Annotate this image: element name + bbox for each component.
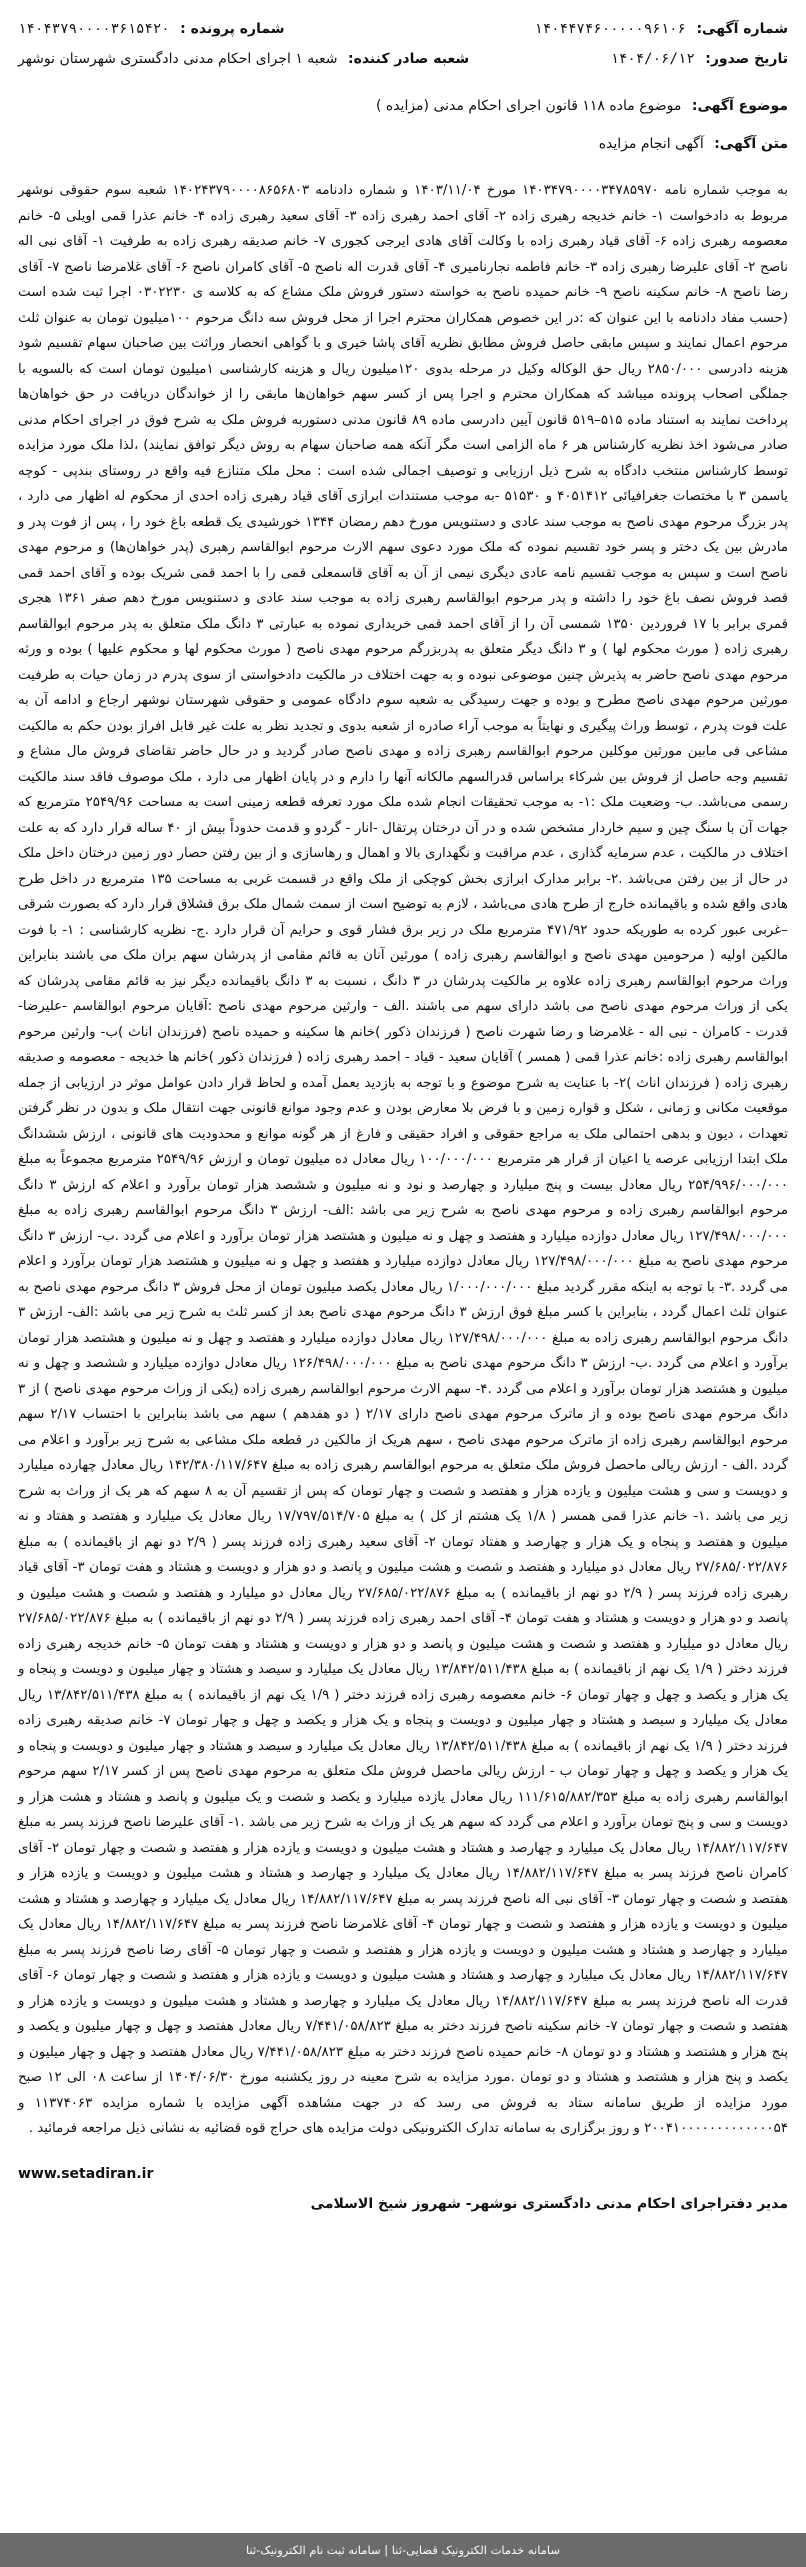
header-row-2 [18,44,788,74]
issuing-branch-label: شعبه صادر کننده: [347,51,470,67]
record-number-value: ۱۴۰۴۳۷۹۰۰۰۰۳۶۱۵۴۲۰ [18,21,170,37]
ad-number-label: شماره آگهی: [696,21,788,37]
issuing-branch [18,44,469,74]
notice-paragraph: به موجب شماره نامه ۱۴۰۳۴۷۹۰۰۰۰۳۴۷۸۵۹۷۰ مورخ ۱۴۰۳/۱۱/۰۴ و شماره دادنامه ۱۴۰۲۴۳۷۹۰۰۰۰۸۶۵۶۸۰۳ شعبه سوم حقوقی نوشهر مربوط به دادخواست ۱- خانم خدیجه رهبری زاده ۲- آقای احمد رهبری زاده ۳- آقای سعید رهبری زاده ۴- خانم عذرا قمی اویلی ۵- خانم معصومه رهبری زاده ۶- آقای قیاد رهبری زاده با وکالت آقای هادی ایرجی کجوری ۷- خانم صدیقه رهبری زاده به طرفیت ۱- آقای نبی اله ناصح ۲- آقای علیرضا رهبری زاده ۳- خانم فاطمه نجارنامیری ۴- آقای قدرت اله ناصح ۵- آقای کامران ناصح ۶- آقای غلامرضا ناصح ۷- آقای رضا ناصح ۸- خانم سکینه ناصح ۹- خانم حمیده ناصح به خواسته دستور فروش ملک مشاع که به کلاسه ی ۰۳۰۲۲۳۰ اجرا ثبت شده است (حسب مفاد دادنامه با این عنوان که :در این خصوص همکاران محترم اجرا از محل فروش سه دانگ مرحوم ۱۰۰میلیون تومان به عنوان ثلث مرحوم اعمال نمایند و سپس مابقی حاصل فروش مطابق نظریه آقای پاشا خیری و با گواهی انحصار وراثت بین صاحبان سهام تقسیم شود هزینه دادرسی ۲۸۵۰/۰۰۰ ریال حق الوکاله وکیل در مرحله بدوی ۱۲۰میلیون ریال و هزینه کارشناسی ۱میلیون تومان است که بالسویه با جملگی اصحاب پرونده میباشد که همکاران محترم و اجرا پس از کسر سهم خواهان‌ها مابقی را از خواندگان دریافت در حق خواهان‌ها پرداخت نمایند به استناد ماده ۵۱۵–۵۱۹ قانون آیین دادرسی ماده ۸۹ قانون مدنی دستوربه فروش ملک به شرح فوق در اجرای احکام مدنی صادر می‌شود اخذ نظریه کارشناس هر ۶ ماه الزامی است مگر آنکه همه صاحبان سهام به روش دیگر توافق نمایند) ،لذا ملک مورد مزایده توسط کارشناس منتخب دادگاه به شرح ذیل ارزیابی و توصیف اجمالی شده است : محل ملک متنازع فیه واقع در روستای بندپی - کوچه یاسمن ۳ با مختصات جغرافیائی ۴۰۵۱۴۱۲ و ۵۱۵۳۰ -به موجب مستندات ابرازی آقای قیاد رهبری زاده احدی از محکوم له اظهار می دارد ، پدر بزرگ مرحوم مهدی ناصح به موجب سند عادی و دستنویس مورخ دهم رمضان ۱۳۴۴ خورشیدی یک قطعه باغ خود را ، پس از فوت پدر و مادرش بین یک دختر و پسر خود تقسیم نموده که ملک مورد دعوی سهم الارث مرحوم ابوالقاسم رهبری (پدر خواهان‌ها) و مرحوم مهدی ناصح است و سپس به موجب تقسیم نامه عادی دیگری نیمی از آن به آقای قاسمعلی قمی را با احمد قمی شریک بوده و آقای احمد قمی قصد فروش نصف باغ خود را داشته و پدر مرحوم ابوالقاسم رهبری زاده به موجب سند عادی و دستنویس مورخ دهم صفر ۱۳۶۱ هجری قمری برابر با ۱۷ فروردین ۱۳۵۰ شمسی آن را از آقای احمد قمی خریداری نموده به عبارتی ۳ دانگ ملک متعلق به پدر مرحوم ابوالقاسم رهبری زاده ( مورث محکوم لها ) و ۳ دانگ دیگر متعلق به پدربزرگم مرحوم مهدی ناصح ( مورث محکوم لها و محکوم علیها ) بوده و ورثه مرحوم مهدی ناصح حاضر به پذیرش چنین موضوعی نبوده و به جهت اختلاف در مالکیت دادخواستی از سوی پدرم در زمان حیات به طرفیت مورثین مرحوم مهدی ناصح مطرح و بوده و جهت رسیدگی به شعبه سوم دادگاه عمومی و حقوقی شهرستان نوشهر ارجاع و ادامه آن به علت فوت پدرم ، توسط وراث پیگیری و نهایتاً به موجب آراء صادره از شعبه بدوی و تجدید نظر به علت غیر قابل افراز بودن حکم به مالکیت مشاعی فی مابین مورثین موکلین مرحوم ابوالقاسم رهبری زاده و مهدی ناصح صادر گردید و در حال حاضر تقاضای فروش مال مشاع و تقسیم وجه حاصل از فروش بین شرکاء براساس قدرالسهم مالکانه آنها را دارم و در پایان اظهار می دارد ، ملک موصوف فاقد سند مالکیت رسمی می‌باشد. ب- وضعیت ملک :۱- به موجب تحقیقات انجام شده ملک مورد تعرفه قطعه زمینی است به مساحت ۲۵۴۹/۹۶ مترمربع که جهات آن با سنگ چین و سیم خاردار مشخص شده و در آن درختان پرتقال -انار - گردو و قدمت حدوداً بیش از ۴۰ ساله قرار دارد که به علت اختلاف در مالکیت ، عدم سرمایه گذاری ، عدم مراقبت و نگهداری بالا و اهمال و رهاسازی و از بین رفتن حصار دور زمین درختان داخل ملک در حال از بین رفتن می‌باشد .۲- برابر مدارک ابرازی بخش کوچکی از ملک واقع در قسمت غربی به مساحت ۱۳۵ مترمربع در داخل طرح هادی واقع شده و باقیمانده خارج از طرح هادی می‌باشد ، لازم به توضیح است از سمت شمال ملک برق قشلاق قرار دارد که بصورت شرقی –غربی عبور کرده به طوریکه حدود ۴۷۱/۹۲ مترمربع ملک در زیر برق فشار قوی و حرایم آن قرار دارد .ج- نظریه کارشناسی : ۱- با فوت مالکین اولیه ( مرحومین مهدی ناصح و ابوالقاسم رهبری زاده ) مورثین آنان به قائم مقامی از پدرشان سهم بران ملک می باشند بنابراین وراث مرحوم ابوالقاسم رهبری زاده علاوه بر مالکیت پدرشان در ۳ دانگ ، نسبت به ۳ دانگ باقیمانده دیگر نیز به قائم مقامی پدرشان که یکی از وراث مرحوم مهدی ناصح می باشد دارای سهم می باشند .الف - وارثین مرحوم مهدی ناصح :آقایان مرحوم ابوالقاسم -علیرضا- قدرت - کامران - نبی اله - غلامرضا و رضا شهرت ناصح ( فرزندان ذکور )خانم ها سکینه و حمیده ناصح (فرزندان اناث )ب- وارثین مرحوم ابوالقاسم رهبری زاده :خانم عذرا قمی ( همسر ) آقایان سعید - قیاد - احمد رهبری زاده ( فرزندان ذکور )خانم ها خدیجه - معصومه و صدیقه رهبری زاده ( فرزندان اناث )۲- با عنایت به شرح موضوع و با توجه به بازدید بعمل آمده و لحاظ قرار دادن عوامل موثر در ارزیابی از جمله موقعیت مکانی و زمانی ، شکل و قواره زمین و با فرض بلا معارض بودن و عدم وجود موانع قانونی جهت انتقال ملک و بدون در نظر گرفتن تعهدات ، دیون و بدهی احتمالی ملک به مراجع حقوقی و افراد حقیقی و فارغ از هر گونه موانع و محدودیت های قانونی ، ارزش ششدانگ ملک ابتدا ارزیابی عرصه یا اعیان از قرار هر مترمربع ۱۰۰/۰۰۰/۰۰۰ ریال معادل ده میلیون تومان و ارزش ۲۵۴۹/۹۶ مترمربع مجموعاً به مبلغ ۲۵۴/۹۹۶/۰۰۰/۰۰۰ ریال معادل بیست و پنج میلیارد و چهارصد و نود و نه میلیون و ششصد هزار تومان برآورد و اعلام که ارزش ۳ دانگ مرحوم ابوالقاسم رهبری زاده و مرحوم مهدی ناصح به شرح زیر می باشد :الف- ارزش ۳ دانگ مرحوم ابوالقاسم رهبری زاده به مبلغ ۱۲۷/۴۹۸/۰۰۰/۰۰۰ ریال معادل دوازده میلیارد و هفتصد و چهل و نه میلیون و هشتصد هزار تومان برآورد و اعلام می گردد .ب- ارزش ۳ دانگ مرحوم مهدی ناصح به مبلغ ۱۲۷/۴۹۸/۰۰۰/۰۰۰ ریال معادل دوازده میلیارد و هفتصد و چهل و نه میلیون و هشتصد هزار تومان برآورد و اعلام می گردد .۳- با توجه به اینکه مقرر گردید مبلغ ۱/۰۰۰/۰۰۰/۰۰۰ ریال معادل یکصد میلیون تومان از محل فروش ۳ دانگ مرحوم مهدی ناصح به عنوان ثلث اعمال گردد ، بنابراین با کسر مبلغ فوق ارزش ۳ دانگ مرحوم مهدی ناصح بعد از کسر ثلث به شرح زیر می باشد :الف- ارزش ۳ دانگ مرحوم ابوالقاسم رهبری زاده به مبلغ ۱۲۷/۴۹۸/۰۰۰/۰۰۰ ریال معادل دوازده میلیارد و هفتصد و چهل و نه میلیون و هشتصد هزار تومان برآورد و اعلام می گردد .ب- ارزش ۳ دانگ مرحوم مهدی ناصح به مبلغ ۱۲۶/۴۹۸/۰۰۰/۰۰۰ ریال معادل دوازده میلیارد و ششصد و چهل و نه میلیون و هشتصد هزار تومان برآورد و اعلام می گردد .۴- سهم الارث مرحوم ابوالقاسم رهبری زاده (یکی از وراث مرحوم مهدی ناصح ) از ۳ دانگ مرحوم مهدی ناصح بوده و از ماترک مرحوم مهدی ناصح دارای ۲/۱۷ ( دو هفدهم ) سهم می باشد بنابراین با احتساب ۲/۱۷ سهم مرحوم ابوالقاسم رهبری زاده از ماترک مرحوم مهدی ناصح ، سهم هریک از مالکین در قطعه ملک مشاعی به شرح زیر برآورد و اعلام می گردد .الف - ارزش ریالی ماحصل فروش ملک متعلق به مرحوم ابوالقاسم رهبری زاده به مبلغ ۱۴۲/۳۸۰/۱۱۷/۶۴۷ ریال معادل چهارده میلیارد و دویست و سی و هشت میلیون و یازده هزار و هفتصد و شصت و چهار تومان که پس از تقسیم آن به ۸ سهم که هر یک از وراث به شرح زیر می باشد .۱- خانم عذرا قمی همسر ( ۱/۸ یک هشتم از کل ) به مبلغ ۱۷/۷۹۷/۵۱۴/۷۰۵ ریال معادل یک میلیارد و هفتصد و هفتاد و نه میلیون و هفتصد و پنجاه و یک هزار و چهارصد و هفتاد تومان ۲- آقای سعید رهبری زاده فرزند پسر ( ۲/۹ دو نهم از باقیمانده ) به مبلغ ۲۷/۶۸۵/۰۲۲/۸۷۶ ریال معادل دو میلیارد و هفتصد و شصت و هشت میلیون و پانصد و دو هزار و دویست و هشتاد و هفت تومان ۳- آقای قیاد رهبری زاده فرزند پسر ( ۲/۹ دو نهم از باقیمانده ) به مبلغ ۲۷/۶۸۵/۰۲۲/۸۷۶ ریال معادل دو میلیارد و هفتصد و شصت و هشت میلیون و پانصد و دو هزار و دویست و هشتاد و هفت تومان ۴- آقای احمد رهبری زاده فرزند پسر ( ۲/۹ دو نهم از باقیمانده ) به مبلغ ۲۷/۶۸۵/۰۲۲/۸۷۶ ریال معادل دو میلیارد و هفتصد و شصت و هشت میلیون و پانصد و دو هزار و دویست و هشتاد و هفت تومان ۵- خانم خدیجه رهبری زاده فرزند دختر ( ۱/۹ یک نهم از باقیمانده ) به مبلغ ۱۳/۸۴۲/۵۱۱/۴۳۸ ریال معادل یک میلیارد و سیصد و هشتاد و چهار میلیون و دویست و پنجاه و یک هزار و یکصد و چهل و چهار تومان ۶- خانم معصومه رهبری زاده فرزند دختر ( ۱/۹ یک نهم از باقیمانده ) به مبلغ ۱۳/۸۴۲/۵۱۱/۴۳۸ ریال معادل یک میلیارد و سیصد و هشتاد و چهار میلیون و دویست و پنجاه و یک هزار و یکصد و چهل و چهار تومان ۷- خانم صدیقه رهبری زاده فرزند دختر ( ۱/۹ یک نهم از باقیمانده ) به مبلغ ۱۳/۸۴۲/۵۱۱/۴۳۸ ریال معادل یک میلیارد و سیصد و هشتاد و چهار میلیون و دویست و پنجاه و یک هزار و یکصد و چهل و چهار تومان ب - ارزش ریالی ماحصل فروش ملک متعلق به مرحوم مهدی ناصح پس از کسر ۲/۱۷ سهم مرحوم ابوالقاسم رهبری زاده به مبلغ ۱۱۱/۶۱۵/۸۸۲/۳۵۳ ریال معادل یازده میلیارد و یکصد و شصت و یک میلیون و پانصد و هشتاد و هشت هزار و دویست و سی و پنج تومان برآورد و اعلام می گردد که سهم هر یک از وراث به شرح زیر می باشد .۱- آقای علیرضا ناصح فرزند پسر به مبلغ ۱۴/۸۸۲/۱۱۷/۶۴۷ ریال معادل یک میلیارد و چهارصد و هشتاد و هشت میلیون و دویست و یازده هزار و هفتصد و شصت و چهار تومان ۲- آقای کامران ناصح فرزند پسر به مبلغ ۱۴/۸۸۲/۱۱۷/۶۴۷ ریال معادل یک میلیارد و چهارصد و هشتاد و هشت میلیون و دویست و یازده هزار و هفتصد و شصت و چهار تومان ۳- آقای نبی اله ناصح فرزند پسر به مبلغ ۱۴/۸۸۲/۱۱۷/۶۴۷ ریال معادل یک میلیارد و چهارصد و هشتاد و هشت میلیون و دویست و یازده هزار و هفتصد و شصت و چهار تومان ۴- آقای غلامرضا ناصح فرزند پسر به مبلغ ۱۴/۸۸۲/۱۱۷/۶۴۷ ریال معادل یک میلیارد و چهارصد و هشتاد و هشت میلیون و دویست و یازده هزار و هفتصد و شصت و چهار تومان ۵- آقای رضا ناصح فرزند پسر به مبلغ ۱۴/۸۸۲/۱۱۷/۶۴۷ ریال معادل یک میلیارد و چهارصد و هشتاد و هشت میلیون و دویست و یازده هزار و هفتصد و شصت و چهار تومان ۶- آقای قدرت اله ناصح فرزند پسر به مبلغ ۱۴/۸۸۲/۱۱۷/۶۴۷ ریال معادل یک میلیارد و چهارصد و هشتاد و هشت میلیون و دویست و یازده هزار و هفتصد و شصت و چهار تومان ۷- خانم سکینه ناصح فرزند دختر به مبلغ ۷/۴۴۱/۰۵۸/۸۲۳ ریال معادل هفتصد و چهل و چهار میلیون و یکصد و پنج هزار و هشتصد و هشتاد و دو تومان ۸- خانم حمیده ناصح فرزند دختر به مبلغ ۷/۴۴۱/۰۵۸/۸۲۳ ریال معادل هفتصد و چهل و چهار میلیون و یکصد و پنج هزار و هشتصد و هشتاد و دو تومان .مورد مزایده به شرح معینه در روز یکشنبه مورخ ۱۴۰۴/۰۶/۳۰ از ساعت ۰۸ الی ۱۲ صبح مورد مزایده از طریق سامانه ستاد به فروش می رسد که در جهت مشاهده آگهی مزایده با شماره مزایده ۱۱۳۷۴۰۶۳ و ۲۰۰۴۱۰۰۰۰۰۰۰۰۰۰۰۰۰۵۴ و روز برگزاری به سامانه تدارک الکترونیکی دولت مزایده های حراج قوه قضائیه به نشانی ذیل مراجعه فرمائید . [18,183,789,2136]
site-link[interactable]: www.setadiran.ir [18,2165,154,2182]
issuing-branch-value: شعبه ۱ اجرای احکام مدنی دادگستری شهرستان نوشهر [18,51,338,67]
signature: مدیر دفتراجرای احکام مدنی دادگستری نوشهر- شهروز شیخ الاسلامی [310,2195,788,2212]
subject-value: موضوع ماده ۱۱۸ قانون اجرای احکام مدنی (مزایده ) [375,98,682,114]
issue-date-label: تاریخ صدور: [705,51,788,67]
ad-number-value: ۱۴۰۴۴۷۴۶۰۰۰۰۰۹۶۱۰۶ [534,21,686,37]
subject-label: موضوع آگهی: [691,98,788,114]
ad-text-title: آگهی انجام مزایده [598,136,704,152]
record-number [18,14,285,44]
footer-bar [0,2533,806,2567]
issue-date [610,44,788,74]
ad-number [534,14,788,44]
notice-body [18,178,788,2142]
issue-date-value: ۱۴۰۴/۰۶/۱۲ [610,51,695,67]
subject-line [18,92,788,120]
footer-text: سامانه خدمات الکترونیک قضایی-ثنا | سامانه ثبت نام الکترونیک-ثنا [245,2543,561,2557]
record-number-label: شماره پرونده : [180,21,285,37]
ad-text-label: متن آگهی: [714,136,788,152]
ad-text-line [18,130,788,158]
header-row-1 [18,14,788,44]
